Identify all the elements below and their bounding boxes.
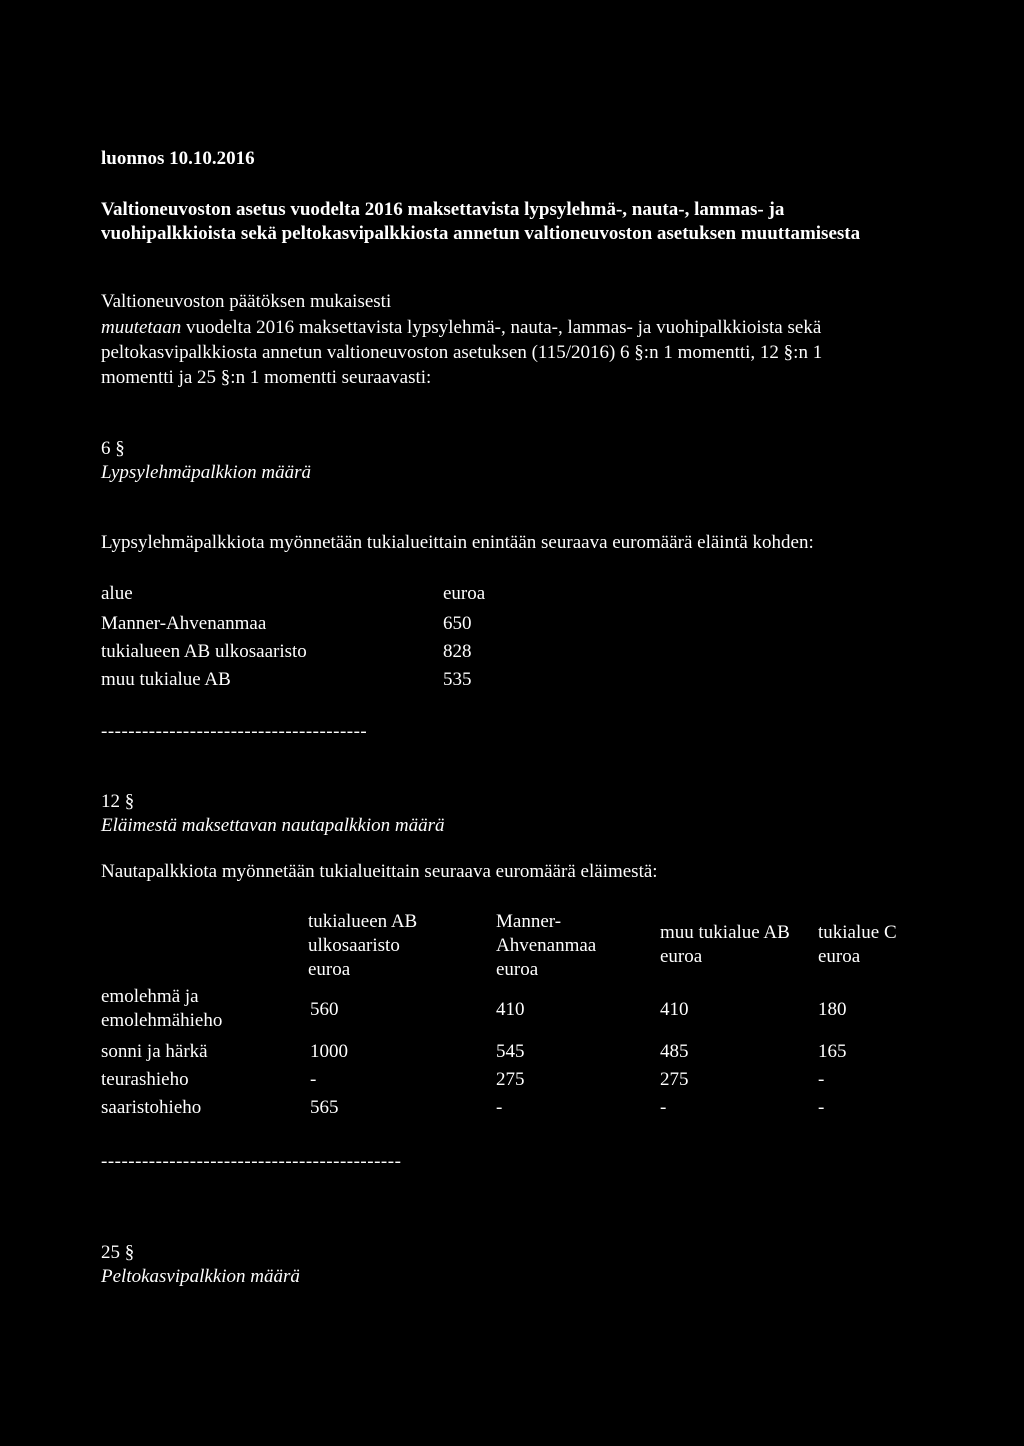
table12-row-label: teurashieho: [101, 1069, 189, 1090]
intro-verb: muutetaan: [101, 317, 182, 338]
table12-cell: 545: [496, 1041, 525, 1062]
section6-separator: ---------------------------------------: [101, 721, 368, 742]
section12-number: 12 §: [101, 791, 135, 812]
table12-cell: 1000: [310, 1041, 348, 1062]
intro-line2-text: vuodelta 2016 maksettavista lypsylehmä-, nauta-, lammas- ja vuohipalkkioista sekä: [181, 317, 822, 338]
intro-line3: peltokasvipalkkiosta annetun valtioneuvoston asetuksen (115/2016) 6 §:n 1 momentti, 12 §:n 1: [101, 342, 823, 363]
section6-number: 6 §: [101, 438, 125, 459]
table6-header-area: alue: [101, 583, 133, 604]
table12-header-col2: Manner- Ahvenanmaa euroa: [496, 911, 597, 980]
table6-row-value: 535: [443, 669, 472, 690]
table12-cell: 565: [310, 1097, 339, 1118]
document-title-line2: vuohipalkkioista sekä peltokasvipalkkiosta annetun valtioneuvoston asetuksen muuttamisesta: [101, 223, 861, 244]
table12-cell: -: [496, 1097, 503, 1118]
table12-row-label: emolehmä ja emolehmähieho: [101, 986, 223, 1031]
table12-cell: 275: [660, 1069, 689, 1090]
table12-header-col4: tukialue C euroa: [818, 922, 897, 967]
section25-heading: Peltokasvipalkkion määrä: [101, 1266, 300, 1287]
section25-number: 25 §: [101, 1242, 135, 1263]
table12-cell: 275: [496, 1069, 525, 1090]
table12-cell: 410: [660, 999, 689, 1020]
document-title-line1: Valtioneuvoston asetus vuodelta 2016 maksettavista lypsylehmä-, nauta-, lammas- ja: [101, 199, 785, 220]
table6-header-euro: euroa: [443, 583, 486, 604]
table12-cell: 560: [310, 999, 339, 1020]
table12-cell: -: [818, 1069, 825, 1090]
section12-separator: --------------------------------------------: [101, 1151, 402, 1172]
table6-row-label: muu tukialue AB: [101, 669, 231, 690]
table6-row-value: 650: [443, 613, 472, 634]
table12-cell: 165: [818, 1041, 847, 1062]
intro-line1: Valtioneuvoston päätöksen mukaisesti: [101, 291, 392, 312]
table12-cell: -: [818, 1097, 825, 1118]
section12-heading: Eläimestä maksettavan nautapalkkion määrä: [101, 815, 445, 836]
table12-cell: 410: [496, 999, 525, 1020]
intro-line2: [101, 316, 821, 340]
table12-cell: -: [310, 1069, 317, 1090]
intro-line4: momentti ja 25 §:n 1 momentti seuraavasti:: [101, 367, 432, 388]
table6-row-label: tukialueen AB ulkosaaristo: [101, 641, 307, 662]
table12-row-label: saaristohieho: [101, 1097, 202, 1118]
draft-date: luonnos 10.10.2016: [101, 148, 255, 169]
table12-row-label: sonni ja härkä: [101, 1041, 208, 1062]
table12-cell: 485: [660, 1041, 689, 1062]
section6-text: Lypsylehmäpalkkiota myönnetään tukialueittain enintään seuraava euromäärä eläintä kohden:: [101, 532, 814, 553]
section6-heading: Lypsylehmäpalkkion määrä: [101, 462, 311, 483]
table12-cell: -: [660, 1097, 667, 1118]
table12-header-col3: muu tukialue AB euroa: [660, 922, 790, 967]
table12-cell: 180: [818, 999, 847, 1020]
section12-text: Nautapalkkiota myönnetään tukialueittain seuraava euromäärä eläimestä:: [101, 861, 658, 882]
table12-header-col1: tukialueen AB ulkosaaristo euroa: [308, 911, 418, 980]
table6-row-value: 828: [443, 641, 472, 662]
table6-row-label: Manner-Ahvenanmaa: [101, 613, 267, 634]
